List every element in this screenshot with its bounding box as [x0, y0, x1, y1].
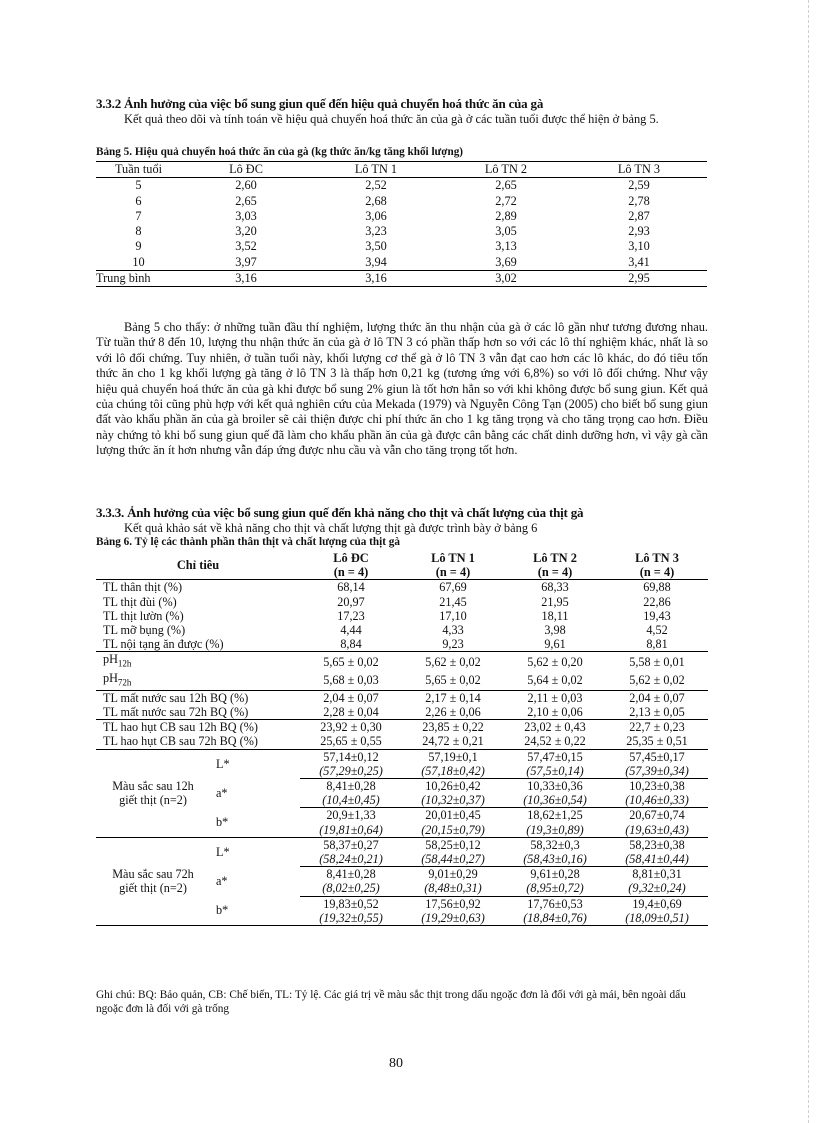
table6-value-cell: 2,04 ± 0,07: [300, 690, 402, 705]
table6-female-value: (8,02±0,25): [300, 881, 402, 896]
section-333-intro: Kết quả khảo sát về khả năng cho thịt và chất lượng thịt gà được trình bày ở bảng 6: [124, 521, 538, 535]
table6-loss-row: [96, 720, 708, 735]
table6-male-value: 20,67±0,74: [629, 808, 685, 823]
table6-value-cell: 21,45: [439, 594, 467, 609]
table6-value-cell: 5,62 ± 0,02: [402, 652, 504, 671]
table6-color-row: [96, 837, 708, 852]
table6-value-cell: 5,64 ± 0,02: [504, 671, 606, 690]
table6-group-n: (n = 4): [606, 565, 708, 580]
table5-value-cell: 3,03: [235, 208, 257, 223]
table6-value-cell: 5,68 ± 0,03: [300, 671, 402, 690]
table5-average-cell: 3,02: [441, 271, 571, 287]
table6-male-value: 20,9±1,33: [326, 808, 376, 823]
table6-value-cell: 25,35 ± 0,51: [606, 734, 708, 749]
table6-value-cell: 68,33: [504, 580, 606, 595]
table6-value-cell: 4,52: [646, 623, 668, 638]
table6-row: [96, 580, 708, 595]
table6-value-cell: 22,7 ± 0,23: [606, 720, 708, 735]
table5-header-row: [96, 162, 707, 178]
table6-value-cell: 22,86: [643, 594, 671, 609]
table6-male-value: 57,14±0,12: [300, 749, 402, 764]
table5-value-cell: 2,60: [235, 178, 257, 193]
table6: [96, 551, 708, 926]
table6-value-cell: 2,11 ± 0,03: [504, 690, 606, 705]
table5-value-cell: 3,50: [365, 239, 387, 254]
table6-color-index: L*: [210, 749, 300, 778]
table6-color-group-label: [96, 837, 210, 925]
table5-value-cell: 3,69: [495, 254, 517, 269]
table6-value-cell: 23,85 ± 0,22: [402, 720, 504, 735]
section-332-intro-text: Kết quả theo dõi và tính toán về hiệu quả chuyển hoá thức ăn của gà ở các tuần tuổi được thể hiện ở bảng 5.: [124, 112, 659, 126]
table6-female-value: (10,36±0,54): [504, 793, 606, 808]
table6-value-cell: 19,43: [643, 608, 671, 623]
table5-value-cell: 3,97: [235, 254, 257, 269]
table6-female-value: (20,15±0,79): [402, 823, 504, 838]
table5-value-cell: 2,87: [628, 208, 650, 223]
table6-row: [96, 637, 708, 652]
table5-value-cell: 3,23: [365, 224, 387, 239]
table6-female-value: (19,3±0,89): [504, 823, 606, 838]
table6-male-value: 9,01±0,29: [428, 867, 478, 882]
table6-female-value: (57,39±0,34): [606, 764, 708, 779]
table5: [96, 161, 707, 287]
table5-value-cell: 2,68: [365, 193, 387, 208]
table6-value-cell: 67,69: [402, 580, 504, 595]
table6-male-value: 17,56±0,92: [425, 896, 481, 911]
table6-male-value: 9,61±0,28: [530, 867, 580, 882]
page-number: 80: [389, 1056, 403, 1071]
table6-female-value: (58,41±0,44): [606, 852, 708, 867]
table6-color-index: b*: [210, 808, 300, 837]
page-edge-marker: [808, 0, 816, 1123]
table5-value-cell: 2,72: [495, 193, 517, 208]
table6-color-group-line2: giết thịt (n=2): [119, 881, 187, 896]
table5-header: Lô TN 2: [441, 162, 571, 178]
table6-male-value: 8,41±0,28: [326, 867, 376, 882]
table6-value-cell: 9,23: [402, 637, 504, 652]
section-333-title: 3.3.3. Ảnh hưởng của việc bổ sung giun quế đến khả năng cho thịt và chất lượng của thịt gà: [96, 505, 584, 520]
table6-row-label: TL thịt đùi (%): [103, 594, 177, 609]
table6-male-value: 8,41±0,28: [326, 778, 376, 793]
table6-value-cell: 20,97: [337, 594, 365, 609]
table6-row-label: [96, 671, 300, 690]
table6-row: [96, 595, 708, 609]
table5-value-cell: 3,94: [365, 254, 387, 269]
table6-female-value: (10,32±0,37): [402, 793, 504, 808]
table5-value-cell: 2,89: [495, 208, 517, 223]
table6-value-cell: 18,11: [541, 608, 569, 623]
table6-row-label-text: pH: [103, 671, 118, 686]
table5-row: [96, 209, 707, 224]
table6-group-n: (n = 4): [504, 565, 606, 580]
table5-value-cell: 2,65: [495, 178, 517, 193]
table6-value-cell: 25,65 ± 0,55: [300, 734, 402, 749]
table6-female-value: (58,43±0,16): [504, 852, 606, 867]
table6-value-cell: 4,33: [442, 623, 464, 638]
table5-value-cell: 2,78: [628, 193, 650, 208]
table6-female-value: (57,29±0,25): [300, 764, 402, 779]
table5-header: Lô ĐC: [181, 162, 311, 178]
table6-group-name: Lô TN 1: [431, 551, 475, 565]
table6-female-value: (8,95±0,72): [504, 881, 606, 896]
table5-row: [96, 178, 707, 194]
table6-male-value: 58,25±0,12: [402, 837, 504, 852]
table6-value-cell: 8,81: [606, 637, 708, 652]
table6-value-cell: 23,92 ± 0,30: [300, 720, 402, 735]
table6-female-value: (57,5±0,14): [504, 764, 606, 779]
table6-group-name: Lô ĐC: [333, 551, 369, 565]
table6-value-cell: 5,65 ± 0,02: [300, 652, 402, 671]
table6-color-index: b*: [210, 896, 300, 925]
table6-ph-row: [96, 652, 708, 671]
table6-row: [96, 609, 708, 623]
table6-header-label: Chỉ tiêu: [96, 551, 300, 580]
table5-value-cell: 2,52: [365, 178, 387, 193]
table6-female-value: (58,44±0,27): [402, 852, 504, 867]
table6-male-value: 10,26±0,42: [425, 778, 481, 793]
table6-female-value: (18,84±0,76): [504, 911, 606, 926]
table6-row-label: [96, 652, 300, 671]
table5-value-cell: 3,10: [628, 239, 650, 254]
table6-value-cell: 2,28 ± 0,04: [300, 705, 402, 720]
table5-value-cell: 3,05: [495, 224, 517, 239]
table6-row-label: TL nội tạng ăn được (%): [96, 637, 300, 652]
table6-color-index: a*: [216, 786, 228, 801]
table6-value-cell: 5,62 ± 0,02: [606, 671, 708, 690]
table6-row-label: TL thân thịt (%): [96, 580, 300, 595]
table6-value-cell: 17,10: [439, 608, 467, 623]
table6-female-value: (10,46±0,33): [606, 793, 708, 808]
table6-female-value: (58,24±0,21): [300, 852, 402, 867]
table5-header: Lô TN 1: [311, 162, 441, 178]
table5-week-cell: 6: [135, 193, 142, 208]
table5-week-cell: 7: [135, 208, 142, 223]
table6-color-group-line1: Màu sắc sau 72h: [112, 867, 194, 882]
table6-value-cell: 9,61: [504, 637, 606, 652]
table6-value-cell: 21,95: [541, 594, 569, 609]
table6-value-cell: 2,13 ± 0,05: [606, 705, 708, 720]
table5-value-cell: 3,41: [628, 254, 650, 269]
table6-group-n: (n = 4): [402, 565, 504, 580]
table6-male-value: 57,19±0,1: [402, 749, 504, 764]
table6-value-cell: 5,65 ± 0,02: [402, 671, 504, 690]
table6-value-cell: 4,44: [340, 623, 362, 638]
table6-row-label: TL mất nước sau 72h BQ (%): [96, 705, 300, 720]
table5-average-cell: 2,95: [571, 271, 707, 287]
table6-row-label: TL thịt lườn (%): [103, 608, 184, 623]
table6-female-value: (18,09±0,51): [606, 911, 708, 926]
table6-male-value: 20,01±0,45: [425, 808, 481, 823]
table6-female-value: (8,48±0,31): [402, 881, 504, 896]
table6-row-label: TL hao hụt CB sau 12h BQ (%): [96, 720, 300, 735]
table5-header: Lô TN 3: [571, 162, 707, 178]
section-332-intro: [96, 112, 708, 127]
table5-value-cell: 2,65: [235, 193, 257, 208]
table6-row-label: TL mỡ bụng (%): [103, 623, 186, 638]
table6-note: Ghi chú: BQ: Bảo quản, CB: Chế biến, TL: Tỷ lệ. Các giá trị về màu sắc thịt trong dấu ngoặc đơn là đối với gà mái, bên ngoài dấu ngoặc đơn là đối với gà trống: [96, 989, 686, 1016]
table6-water-row: [96, 690, 708, 705]
table6-row-label: TL hao hụt CB sau 72h BQ (%): [96, 734, 300, 749]
table5-row: [96, 224, 707, 239]
table6-value-cell: 2,04 ± 0,07: [606, 690, 708, 705]
table6-female-value: (19,81±0,64): [300, 823, 402, 838]
table6-male-value: 17,76±0,53: [527, 896, 583, 911]
table6-group-name: Lô TN 2: [533, 551, 577, 565]
table6-female-value: (9,32±0,24): [606, 881, 708, 896]
table6-header-row-1: [96, 551, 708, 565]
table6-loss-row: [96, 734, 708, 749]
table6-male-value: 10,33±0,36: [527, 778, 583, 793]
table6-color-index: L*: [210, 837, 300, 866]
table6-value-cell: 8,84: [300, 637, 402, 652]
discussion-paragraph: [96, 320, 708, 459]
table6-value-cell: 24,72 ± 0,21: [402, 734, 504, 749]
table6-male-value: 58,23±0,38: [606, 837, 708, 852]
table6-male-value: 18,62±1,25: [527, 808, 583, 823]
discussion-text: Bảng 5 cho thấy: ở những tuần đầu thí nghiệm, lượng thức ăn thu nhận của gà ở các lô gần như tương đương nhau. Từ tuần thứ 8 đến 10, lượng thu nhận thức ăn của gà ở lô TN 3 có phần thấp hơn so với các lô thí nghiệm khác, nhất là so với lô đối chứng. Tuy nhiên, ở tuần tuổi này, khối lượng cơ thể gà ở lô TN 3 vẫn đạt cao hơn các lô khác, do đó tiêu tốn thức ăn cho 1 kg khối lượng gà tăng ở lô TN 3 là thấp hơn 0,21 kg (tương ứng với 6,8%) so với lô đối chứng. Như vậy hiệu quả chuyển hoá thức ăn của gà khi được bổ sung 2% giun là tốt hơn hẳn so với khi không được bổ sung giun. Kết quả của chúng tôi cũng phù hợp với kết quả nghiên cứu của Mekada (1979) và Nguyễn Công Tạn (2005) cho biết bổ sung giun đất vào khẩu phần ăn của gà broiler sẽ cải thiện được chi phí thức ăn cho 1 kg tăng trọng và cho tăng trọng cao hơn. Điều này chứng tỏ khi bổ sung giun quế đã làm cho khẩu phần ăn của gà được cân bằng các chất dinh dưỡng hơn, vì vậy gà cần lượng thức ăn ít hơn nhưng vẫn đáp ứng được nhu cầu và vẫn cho tăng trọng tốt hơn.: [96, 320, 708, 458]
table6-color-row: [96, 749, 708, 764]
table6-color-group-label: [96, 749, 210, 837]
table6-color-group-line2: giết thịt (n=2): [119, 793, 187, 808]
table6-value-cell: 3,98: [544, 623, 566, 638]
table6-row-label-subscript: 72h: [117, 677, 132, 688]
table5-caption: Bảng 5. Hiệu quả chuyển hoá thức ăn của gà (kg thức ăn/kg tăng khối lượng): [96, 146, 464, 158]
table6-male-value: 19,83±0,52: [323, 896, 379, 911]
table6-caption: Bảng 6. Tỷ lệ các thành phần thân thịt và chất lượng của thịt gà: [96, 536, 400, 548]
table6-value-cell: 24,52 ± 0,22: [504, 734, 606, 749]
table6-female-value: (19,32±0,55): [300, 911, 402, 926]
table6-male-value: 19,4±0,69: [632, 896, 682, 911]
table6-female-value: (57,18±0,42): [402, 764, 504, 779]
table6-male-value: 57,45±0,17: [606, 749, 708, 764]
table6-female-value: (19,29±0,63): [402, 911, 504, 926]
table5-average-cell: 3,16: [311, 271, 441, 287]
table6-female-value: (10,4±0,45): [300, 793, 402, 808]
table5-body: [96, 178, 707, 287]
table5-value-cell: 3,52: [235, 239, 257, 254]
table5-week-cell: 5: [135, 178, 142, 193]
table6-row-label: TL mất nước sau 12h BQ (%): [96, 690, 300, 705]
table6-male-value: 58,37±0,27: [300, 837, 402, 852]
table6-male-value: 10,23±0,38: [629, 778, 685, 793]
table5-header: Tuần tuổi: [96, 162, 181, 178]
table6-value-cell: 2,26 ± 0,06: [402, 705, 504, 720]
table6-row: [96, 623, 708, 637]
table6-row-label-text: pH: [103, 652, 118, 667]
table6-body: [96, 580, 708, 926]
table6-value-cell: 5,62 ± 0,20: [504, 652, 606, 671]
table6-group-name: Lô TN 3: [635, 551, 679, 565]
table5-average-cell: 3,16: [181, 271, 311, 287]
table6-male-value: 8,81±0,31: [632, 867, 682, 882]
table5-value-cell: 3,20: [235, 224, 257, 239]
table5-row: [96, 194, 707, 209]
table6-row-label-subscript: 12h: [117, 658, 132, 669]
table6-water-row: [96, 705, 708, 720]
table5-week-cell: 8: [135, 224, 142, 239]
section-332-title: 3.3.2 Ảnh hưởng của việc bổ sung giun quế đến hiệu quả chuyển hoá thức ăn của gà: [96, 96, 544, 111]
table6-male-value: 58,32±0,3: [504, 837, 606, 852]
table5-value-cell: 3,13: [495, 239, 517, 254]
table6-group-n: (n = 4): [300, 565, 402, 580]
table6-ph-row: [96, 671, 708, 690]
table5-week-cell: 9: [135, 239, 142, 254]
table6-color-index: a*: [216, 874, 228, 889]
table5-row: [96, 255, 707, 271]
table5-value-cell: 2,59: [628, 178, 650, 193]
table6-value-cell: 23,02 ± 0,43: [504, 720, 606, 735]
table6-value-cell: 2,10 ± 0,06: [504, 705, 606, 720]
table5-average-row: [96, 271, 707, 287]
table6-male-value: 57,47±0,15: [504, 749, 606, 764]
table6-female-value: (19,63±0,43): [606, 823, 708, 838]
table6-value-cell: 5,58 ± 0,01: [606, 652, 708, 671]
table5-value-cell: 2,93: [628, 224, 650, 239]
table5-average-label: Trung bình: [96, 271, 181, 287]
table6-value-cell: 17,23: [337, 608, 365, 623]
table5-row: [96, 239, 707, 254]
table6-value-cell: 2,17 ± 0,14: [402, 690, 504, 705]
table6-color-group-line1: Màu sắc sau 12h: [112, 778, 194, 793]
table5-week-cell: 10: [132, 254, 145, 269]
table6-value-cell: 69,88: [606, 580, 708, 595]
table6-value-cell: 68,14: [300, 580, 402, 595]
table5-value-cell: 3,06: [365, 208, 387, 223]
